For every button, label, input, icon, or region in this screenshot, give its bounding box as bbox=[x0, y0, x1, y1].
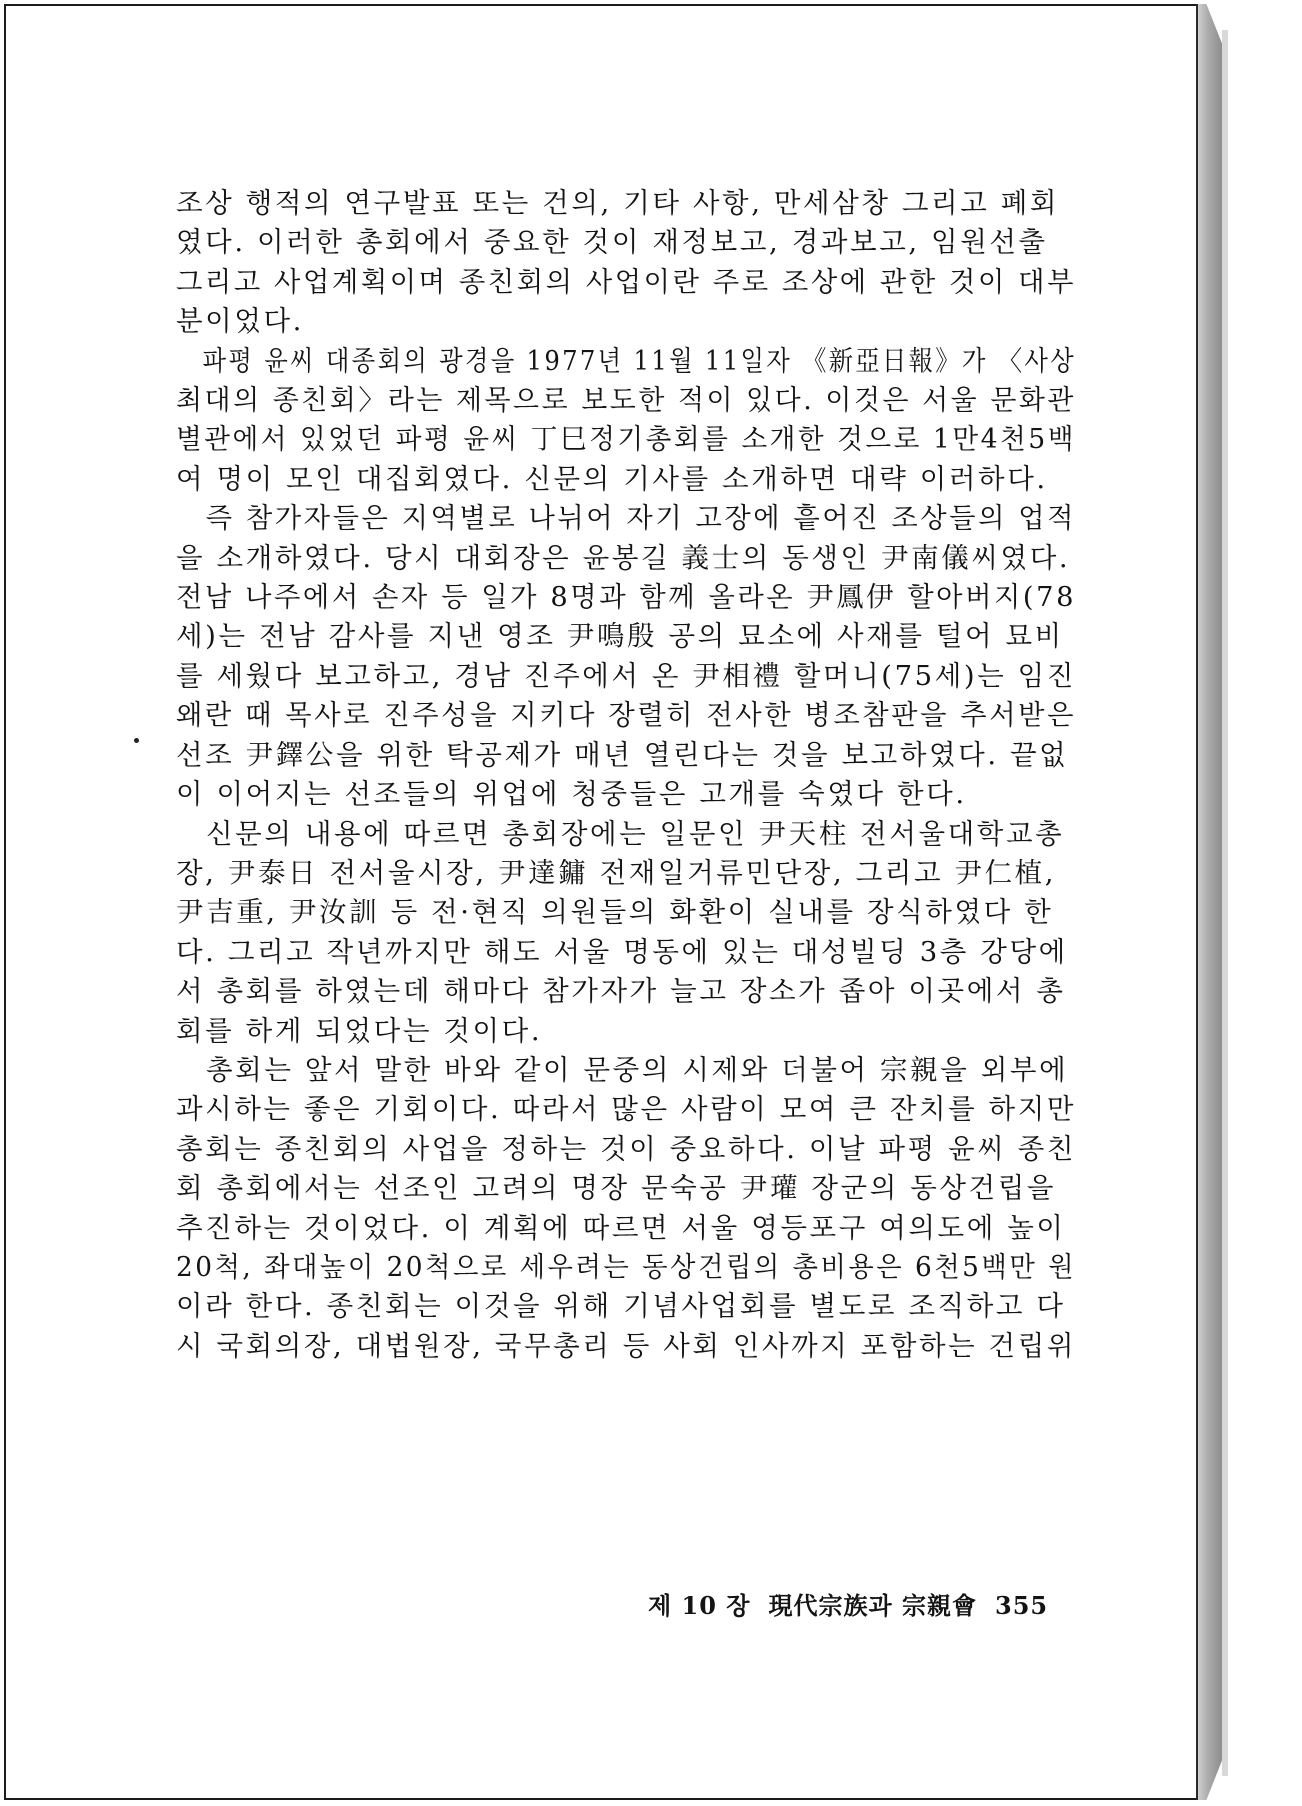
text-line: 신문의 내용에 따르면 총회장에는 일문인 尹天柱 전서울대학교총 bbox=[206, 817, 1065, 850]
page-edge-shadow bbox=[1222, 30, 1228, 1776]
text-line: 파평 윤씨 대종회의 광경을 1977년 11월 11일자 《新亞日報》가 〈사상 bbox=[202, 344, 1076, 377]
paragraph bbox=[176, 499, 1076, 814]
text-line: 尹吉重, 尹汝訓 등 전·현직 의원들의 화환이 실내를 장식하였다 한 bbox=[176, 896, 1054, 929]
body-text bbox=[176, 184, 1076, 1366]
text-line: 전남 나주에서 손자 등 일가 8명과 함께 올라온 尹鳳伊 할아버지(78 bbox=[176, 581, 1077, 614]
text-line: 였다. 이러한 총회에서 중요한 것이 재정보고, 경과보고, 임원선출 bbox=[176, 226, 1048, 259]
text-line: 별관에서 있었던 파평 윤씨 丁巳정기총회를 소개한 것으로 1만4천5백 bbox=[176, 423, 1077, 456]
text-line: 추진하는 것이었다. 이 계획에 따르면 서울 영등포구 여의도에 높이 bbox=[176, 1211, 1066, 1244]
paragraph bbox=[176, 184, 1076, 342]
text-line: 선조 尹鐸公을 위한 탁공제가 매년 열린다는 것을 보고하였다. 끝없 bbox=[176, 738, 1069, 771]
text-line: 분이었다. bbox=[176, 305, 305, 338]
text-line: 이라 한다. 종친회는 이것을 위해 기념사업회를 별도로 조직하고 다 bbox=[176, 1290, 1066, 1323]
scan-speck bbox=[134, 738, 139, 743]
text-line: 회를 하게 되었다는 것이다. bbox=[176, 1014, 543, 1047]
text-line: 세)는 전남 감사를 지낸 영조 尹鳴殷 공의 묘소에 사재를 털어 묘비 bbox=[176, 620, 1064, 653]
page-edge-shading bbox=[1196, 4, 1222, 1800]
text-line: 과시하는 좋은 기회이다. 따라서 많은 사람이 모여 큰 잔치를 하지만 bbox=[176, 1093, 1076, 1126]
text-line: 서 총회를 하였는데 해마다 참가자가 늘고 장소가 좁아 이곳에서 총 bbox=[176, 975, 1066, 1008]
text-line: 을 소개하였다. 당시 대회장은 윤봉길 義士의 동생인 尹南儀씨였다. bbox=[176, 541, 1071, 574]
text-line: 즉 참가자들은 지역별로 나뉘어 자기 고장에 흩어진 조상들의 업적 bbox=[205, 502, 1077, 535]
text-line: 그리고 사업계획이며 종친회의 사업이란 주로 조상에 관한 것이 대부 bbox=[176, 265, 1077, 298]
text-line: 를 세웠다 보고하고, 경남 진주에서 온 尹相禮 할머니(75세)는 임진 bbox=[176, 659, 1076, 692]
text-line: 총회는 앞서 말한 바와 같이 문중의 시제와 더불어 宗親을 외부에 bbox=[206, 1053, 1069, 1086]
text-line: 시 국회의장, 대법원장, 국무총리 등 사회 인사까지 포함하는 건립위 bbox=[176, 1329, 1076, 1362]
text-line: 장, 尹泰日 전서울시장, 尹達鏞 전재일거류민단장, 그리고 尹仁植, bbox=[176, 856, 1057, 889]
paragraph bbox=[176, 815, 1076, 1051]
running-footer bbox=[648, 1586, 1048, 1621]
page-number: 355 bbox=[995, 1591, 1049, 1620]
text-line: 회 총회에서는 선조인 고려의 명장 문숙공 尹瓘 장군의 동상건립을 bbox=[176, 1172, 1057, 1205]
text-line: 조상 행적의 연구발표 또는 건의, 기타 사항, 만세삼창 그리고 폐회 bbox=[176, 187, 1060, 219]
paragraph bbox=[176, 1051, 1076, 1366]
text-line: 이 이어지는 선조들의 위업에 청중들은 고개를 숙였다 한다. bbox=[176, 778, 967, 811]
paragraph bbox=[176, 342, 1076, 500]
text-line: 다. 그리고 작년까지만 해도 서울 명동에 있는 대성빌딩 3층 강당에 bbox=[176, 935, 1068, 968]
text-line: 총회는 종친회의 사업을 정하는 것이 중요하다. 이날 파평 윤씨 종친 bbox=[176, 1132, 1076, 1165]
text-line: 여 명이 모인 대집회였다. 신문의 기사를 소개하면 대략 이러하다. bbox=[176, 462, 1048, 495]
text-line: 왜란 때 목사로 진주성을 지키다 장렬히 전사한 병조참판을 추서받은 bbox=[176, 699, 1077, 732]
text-line: 최대의 종친회〉라는 제목으로 보도한 적이 있다. 이것은 서울 문화관 bbox=[176, 384, 1076, 417]
chapter-number: 제 10 장 bbox=[648, 1591, 751, 1620]
chapter-title: 現代宗族과 宗親會 bbox=[768, 1591, 978, 1620]
text-line: 20척, 좌대높이 20척으로 세우려는 동상건립의 총비용은 6천5백만 원 bbox=[176, 1250, 1076, 1283]
